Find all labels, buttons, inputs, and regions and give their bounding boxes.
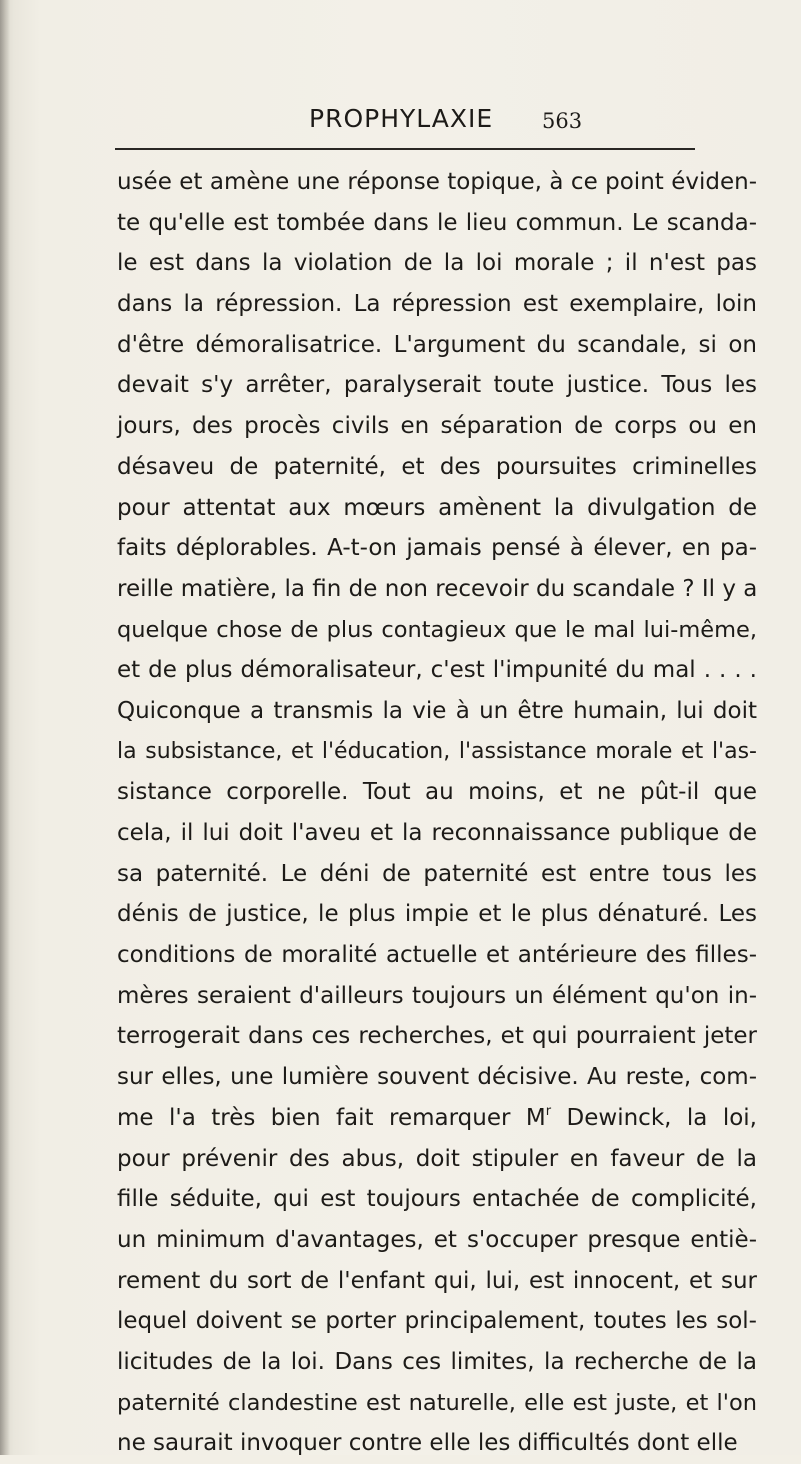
text-line: usée et amène une réponse topique, à ce point éviden- — [117, 169, 757, 195]
text-line: pour prévenir des abus, doit stipuler en faveur de la — [117, 1145, 757, 1172]
text-line: paternité clandestine est naturelle, elle est juste, et l'on — [117, 1389, 757, 1416]
text-line: ne saurait invoquer contre elle les difficultés dont elle — [117, 1430, 738, 1457]
text-line: terrogerait dans ces recherches, et qui pourraient jeter — [117, 1023, 757, 1050]
line-text-before: me l'a très bien fait remarquer M — [117, 1104, 546, 1131]
text-line: Quiconque a transmis la vie à un être humain, lui doit — [117, 697, 757, 724]
text-line: mères seraient d'ailleurs toujours un élément qu'on in- — [117, 982, 757, 1009]
text-line: cela, il lui doit l'aveu et la reconnaissance publique de — [117, 820, 757, 846]
page-binding-shadow — [0, 0, 10, 1455]
text-line: la subsistance, et l'éducation, l'assistance morale et l'as- — [117, 738, 757, 764]
header-rule — [115, 148, 695, 150]
text-line: faits déplorables. A-t-on jamais pensé à élever, en pa- — [117, 535, 757, 562]
text-line-with-superscript — [117, 1098, 757, 1139]
page-number: 563 — [542, 109, 583, 133]
running-title: PROPHYLAXIE — [309, 104, 494, 133]
text-line: jours, des procès civils en séparation de corps ou en — [117, 413, 757, 440]
text-line: fille séduite, qui est toujours entachée de complicité, — [117, 1186, 757, 1213]
text-line: pour attentat aux mœurs amènent la divulgation de — [117, 494, 757, 521]
text-line: et de plus démoralisateur, c'est l'impunité du mal . . . . — [117, 657, 757, 684]
superscript: r — [545, 1103, 552, 1119]
text-line: le est dans la violation de la loi morale ; il n'est pas — [117, 250, 757, 277]
text-line: licitudes de la loi. Dans ces limites, la recherche de la — [117, 1348, 757, 1375]
text-line: reille matière, la fin de non recevoir du scandale ? Il y a — [117, 575, 758, 602]
text-line: dénis de justice, le plus impie et le plus dénaturé. Les — [117, 901, 757, 928]
text-line: un minimum d'avantages, et s'occuper presque entiè- — [117, 1226, 757, 1253]
text-line: te qu'elle est tombée dans le lieu commun. Le scanda- — [117, 209, 757, 236]
text-line: sistance corporelle. Tout au moins, et ne pût-il que — [117, 779, 757, 806]
text-line: dans la répression. La répression est exemplaire, loin — [117, 291, 757, 318]
page-header — [115, 104, 695, 144]
text-line: lequel doivent se porter principalement, toutes les sol- — [117, 1308, 757, 1335]
text-line: sur elles, une lumière souvent décisive. Au reste, com- — [117, 1064, 757, 1091]
text-line: conditions de moralité actuelle et antérieure des filles- — [117, 942, 757, 969]
text-line: rement du sort de l'enfant qui, lui, est innocent, et sur — [117, 1267, 757, 1294]
text-line: d'être démoralisatrice. L'argument du scandale, si on — [117, 331, 757, 358]
text-line: quelque chose de plus contagieux que le mal lui-même, — [117, 616, 757, 643]
body-text — [117, 162, 757, 1464]
text-line: désaveu de paternité, et des poursuites criminelles — [117, 453, 757, 480]
line-text-after: Dewinck, la loi, — [551, 1104, 757, 1131]
text-line: devait s'y arrêter, paralyserait toute justice. Tous les — [117, 372, 757, 399]
text-line: sa paternité. Le déni de paternité est entre tous les — [117, 860, 757, 887]
